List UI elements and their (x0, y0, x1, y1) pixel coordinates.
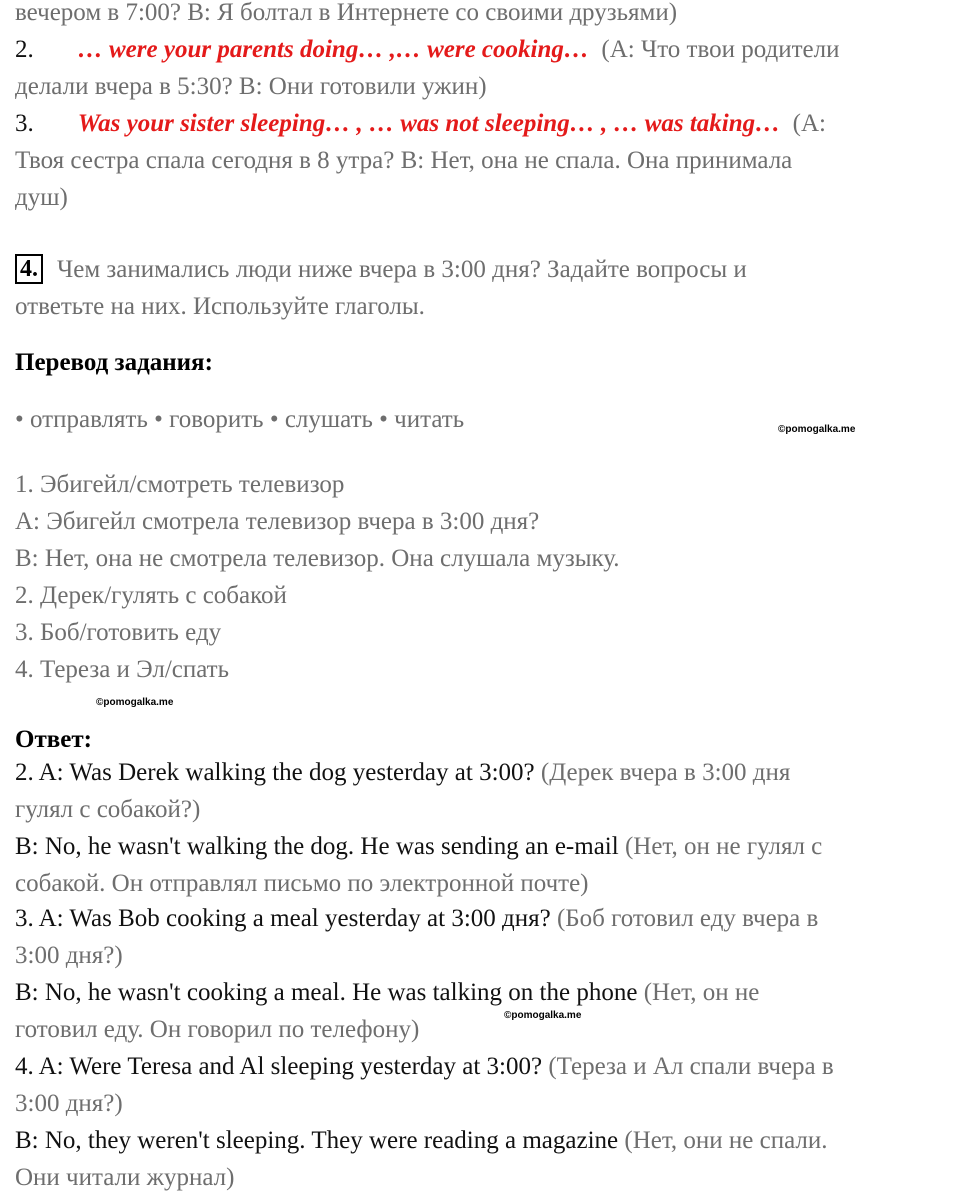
answer-4b (15, 1122, 828, 1159)
item-3-translation-cont2: душ) (15, 184, 68, 211)
answer-3b-ru: (Нет, он не (643, 979, 760, 1006)
verbs-line (15, 401, 464, 438)
answer-2b-cont: собакой. Он отправлял письмо по электронной почте) (15, 870, 589, 897)
watermark-1: ©pomogalka.me (778, 424, 856, 435)
translation-line-2: A: Эбигейл смотрела телевизор вчера в 3:00 дня? (15, 508, 540, 535)
item-3-number: 3. (15, 110, 34, 137)
answer-4b-en: B: No, they weren't sleeping. They were reading a magazine (15, 1127, 619, 1154)
answer-4b-cont: Они читали журнал) (15, 1164, 235, 1191)
answer-2a-ru: (Дерек вчера в 3:00 дня (540, 759, 791, 786)
answer-3b-cont: готовил еду. Он говорил по телефону) (15, 1016, 420, 1043)
item-3-translation: (A: (792, 110, 826, 137)
answer-4a-ru: (Тереза и Ал спали вчера в (548, 1053, 834, 1080)
item-2-answer: … were your parents doing… ,… were cooking… (77, 36, 589, 63)
translation-line-1: 1. Эбигейл/смотреть телевизор (15, 471, 345, 498)
item-3-answer: Was your sister sleeping… , … was not sleeping… , … was taking… (77, 110, 781, 137)
task-text-line-2: ответьте на них. Используйте глаголы. (15, 293, 425, 320)
translation-heading: Перевод задания: (15, 349, 213, 376)
prev-item-3-cont1 (15, 142, 792, 179)
answer-3b (15, 974, 759, 1011)
prev-line-1-text: вечером в 7:00? B: Я болтал в Интернете со своими друзьями) (15, 0, 678, 26)
answer-4a-cont: 3:00 дня?) (15, 1090, 123, 1117)
translation-line-4: 2. Дерек/гулять с собакой (15, 582, 287, 609)
answer-3b-en: B: No, he wasn't cooking a meal. He was talking on the phone (15, 979, 638, 1006)
task-4 (15, 251, 747, 288)
prev-item-2-cont (15, 68, 487, 105)
answer-4a-en: 4. A: Were Teresa and Al sleeping yesterday at 3:00? (15, 1053, 543, 1080)
answer-2b-ru: (Нет, он не гулял с (624, 833, 823, 860)
item-2-translation-cont: делали вчера в 5:30? B: Они готовили ужин) (15, 73, 487, 100)
translation-line-3: B: Нет, она не смотрела телевизор. Она слушала музыку. (15, 545, 620, 572)
prev-item-2 (15, 31, 840, 68)
answer-4a (15, 1048, 834, 1085)
prev-item-3 (15, 105, 826, 142)
answer-3a-ru: (Боб готовил еду вчера в (556, 905, 819, 932)
translation-line-5: 3. Боб/готовить еду (15, 619, 222, 646)
item-2-translation: (A: Что твои родители (601, 36, 840, 63)
answer-2b (15, 828, 822, 865)
watermark-2: ©pomogalka.me (96, 697, 174, 708)
prev-item-3-cont2 (15, 179, 68, 216)
translation-line-6: 4. Тереза и Эл/спать (15, 656, 230, 683)
answer-2b-en: B: No, he wasn't walking the dog. He was sending an e-mail (15, 833, 619, 860)
prev-line-1 (15, 0, 677, 31)
answer-3a (15, 900, 818, 937)
task-4-cont (15, 288, 425, 325)
task-number-box: 4. (15, 254, 43, 284)
answer-2a (15, 754, 790, 791)
answer-3a-en: 3. A: Was Bob cooking a meal yesterday at 3:00 дня? (15, 905, 551, 932)
task-text-line-1: Чем занимались люди ниже вчера в 3:00 дня? Задайте вопросы и (57, 256, 747, 283)
verbs-text: • отправлять • говорить • слушать • читать (15, 406, 465, 433)
item-2-number: 2. (15, 36, 34, 63)
answer-2a-en: 2. A: Was Derek walking the dog yesterday at 3:00? (15, 759, 535, 786)
answer-heading: Ответ: (15, 726, 92, 753)
answer-2a-cont: гулял с собакой?) (15, 796, 201, 823)
answer-3a-cont: 3:00 дня?) (15, 942, 123, 969)
answer-4b-ru: (Нет, они не спали. (624, 1127, 828, 1154)
item-3-translation-cont1: Твоя сестра спала сегодня в 8 утра? B: Нет, она не спала. Она принимала (15, 147, 793, 174)
watermark-3: ©pomogalka.me (504, 1010, 582, 1021)
